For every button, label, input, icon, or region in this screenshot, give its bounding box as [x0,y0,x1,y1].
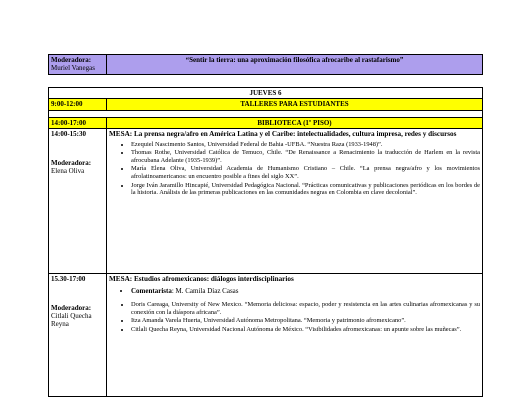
session2-commentator-list [109,288,480,296]
commentator-item [131,288,480,296]
session1-left-cell [49,129,107,274]
list-item: • Jorge Iván Jaramillo Hincapié, Universidad Pedagógica Nacional. “Prácticas comunicativas y publicaciones periódicas en los bordes de la historia. Análisis de las primeras publicaciones en las comunidades negras en Colombia en clave decolonial”. [131,182,480,197]
day-header-row [49,88,483,99]
session1-time: 14:00-15:30 [51,130,86,139]
session2-moderator-name: Citlali Quecha Reyna [51,312,92,329]
library-time: 14:00-17:00 [49,117,107,128]
session1-moderator-label: Moderadora: [51,158,92,167]
commentator-label: Comentarista [131,286,172,295]
library-title: BIBLIOTECA (1º PISO) [107,117,483,128]
library-row [49,117,483,128]
spacer-cell [49,110,483,117]
top-session-row [49,55,483,75]
session2-list [109,301,480,333]
session1-list [109,141,480,197]
moderator-cell [49,55,107,75]
workshops-time: 9:00-12:00 [49,99,107,110]
session2-content [107,274,483,397]
workshops-row [49,99,483,110]
moderator-name: Muriel Vanegas [51,64,95,73]
list-item: • Doris Careaga, University of New Mexico. “Memoria deliciosa: espacio, poder y resistencia en las artes culinarias afromexicanas y su conexión con la diáspora africana”. [131,301,480,316]
session2-left-cell [49,274,107,397]
session1-moderator-name: Elena Oliva [51,167,85,176]
session1-row [49,129,483,274]
list-item: • Citlali Quecha Reyna, Universidad Nacional Autónoma de México. “Visibilidades afromexicanas: un apunte sobre las muñecas”. [131,326,480,334]
session2-moderator-label: Moderadora: [51,303,92,312]
session1-mesa-title: MESA: La prensa negra/afro en América Latina y el Caribe: intelectualidades, cultura impresa, redes y discursos [109,130,457,139]
spacer-row [49,110,483,117]
session1-content [107,129,483,274]
session2-time: 15.30-17:00 [51,275,86,284]
workshops-title: TALLERES PARA ESTUDIANTES [107,99,483,110]
session-title: “Sentir la tierra: una aproximación filosófica afrocaribe al rastafarismo” [107,55,483,75]
schedule-table [48,87,483,397]
list-item: • María Elena Oliva, Universidad Academia de Humanismo Cristiano – Chile. “La prensa negra/afro y los movimientos afrolatinoamericanos: un encuentro posible a fines del siglo XX”. [131,165,480,180]
session2-row [49,274,483,397]
day-header: JUEVES 6 [49,88,483,99]
list-item: • Thomas Rothe, Universidad Católica de Temuco, Chile. “De Renaissance a Renacimiento la traducción de Harlem en la revista afrocubana Adelante (1935-1939)”. [131,149,480,164]
session2-mesa-title: MESA: Estudios afromexicanos: diálogos interdisciplinarios [109,275,294,284]
top-session-table [48,54,483,75]
list-item: • Itza Amanda Varela Huerta, Universidad Autónoma Metropolitana. “Memoria y patrimonio afromexicano”. [131,317,480,325]
list-item: • Ezequiel Nascimento Santos, Universidad Federal de Bahia -UFBA. “Nuestra Raza (1933-1948)”. [131,141,480,149]
moderator-label: Moderadora: [51,56,92,64]
commentator-name: : M. Camila Díaz Casas [171,286,239,295]
